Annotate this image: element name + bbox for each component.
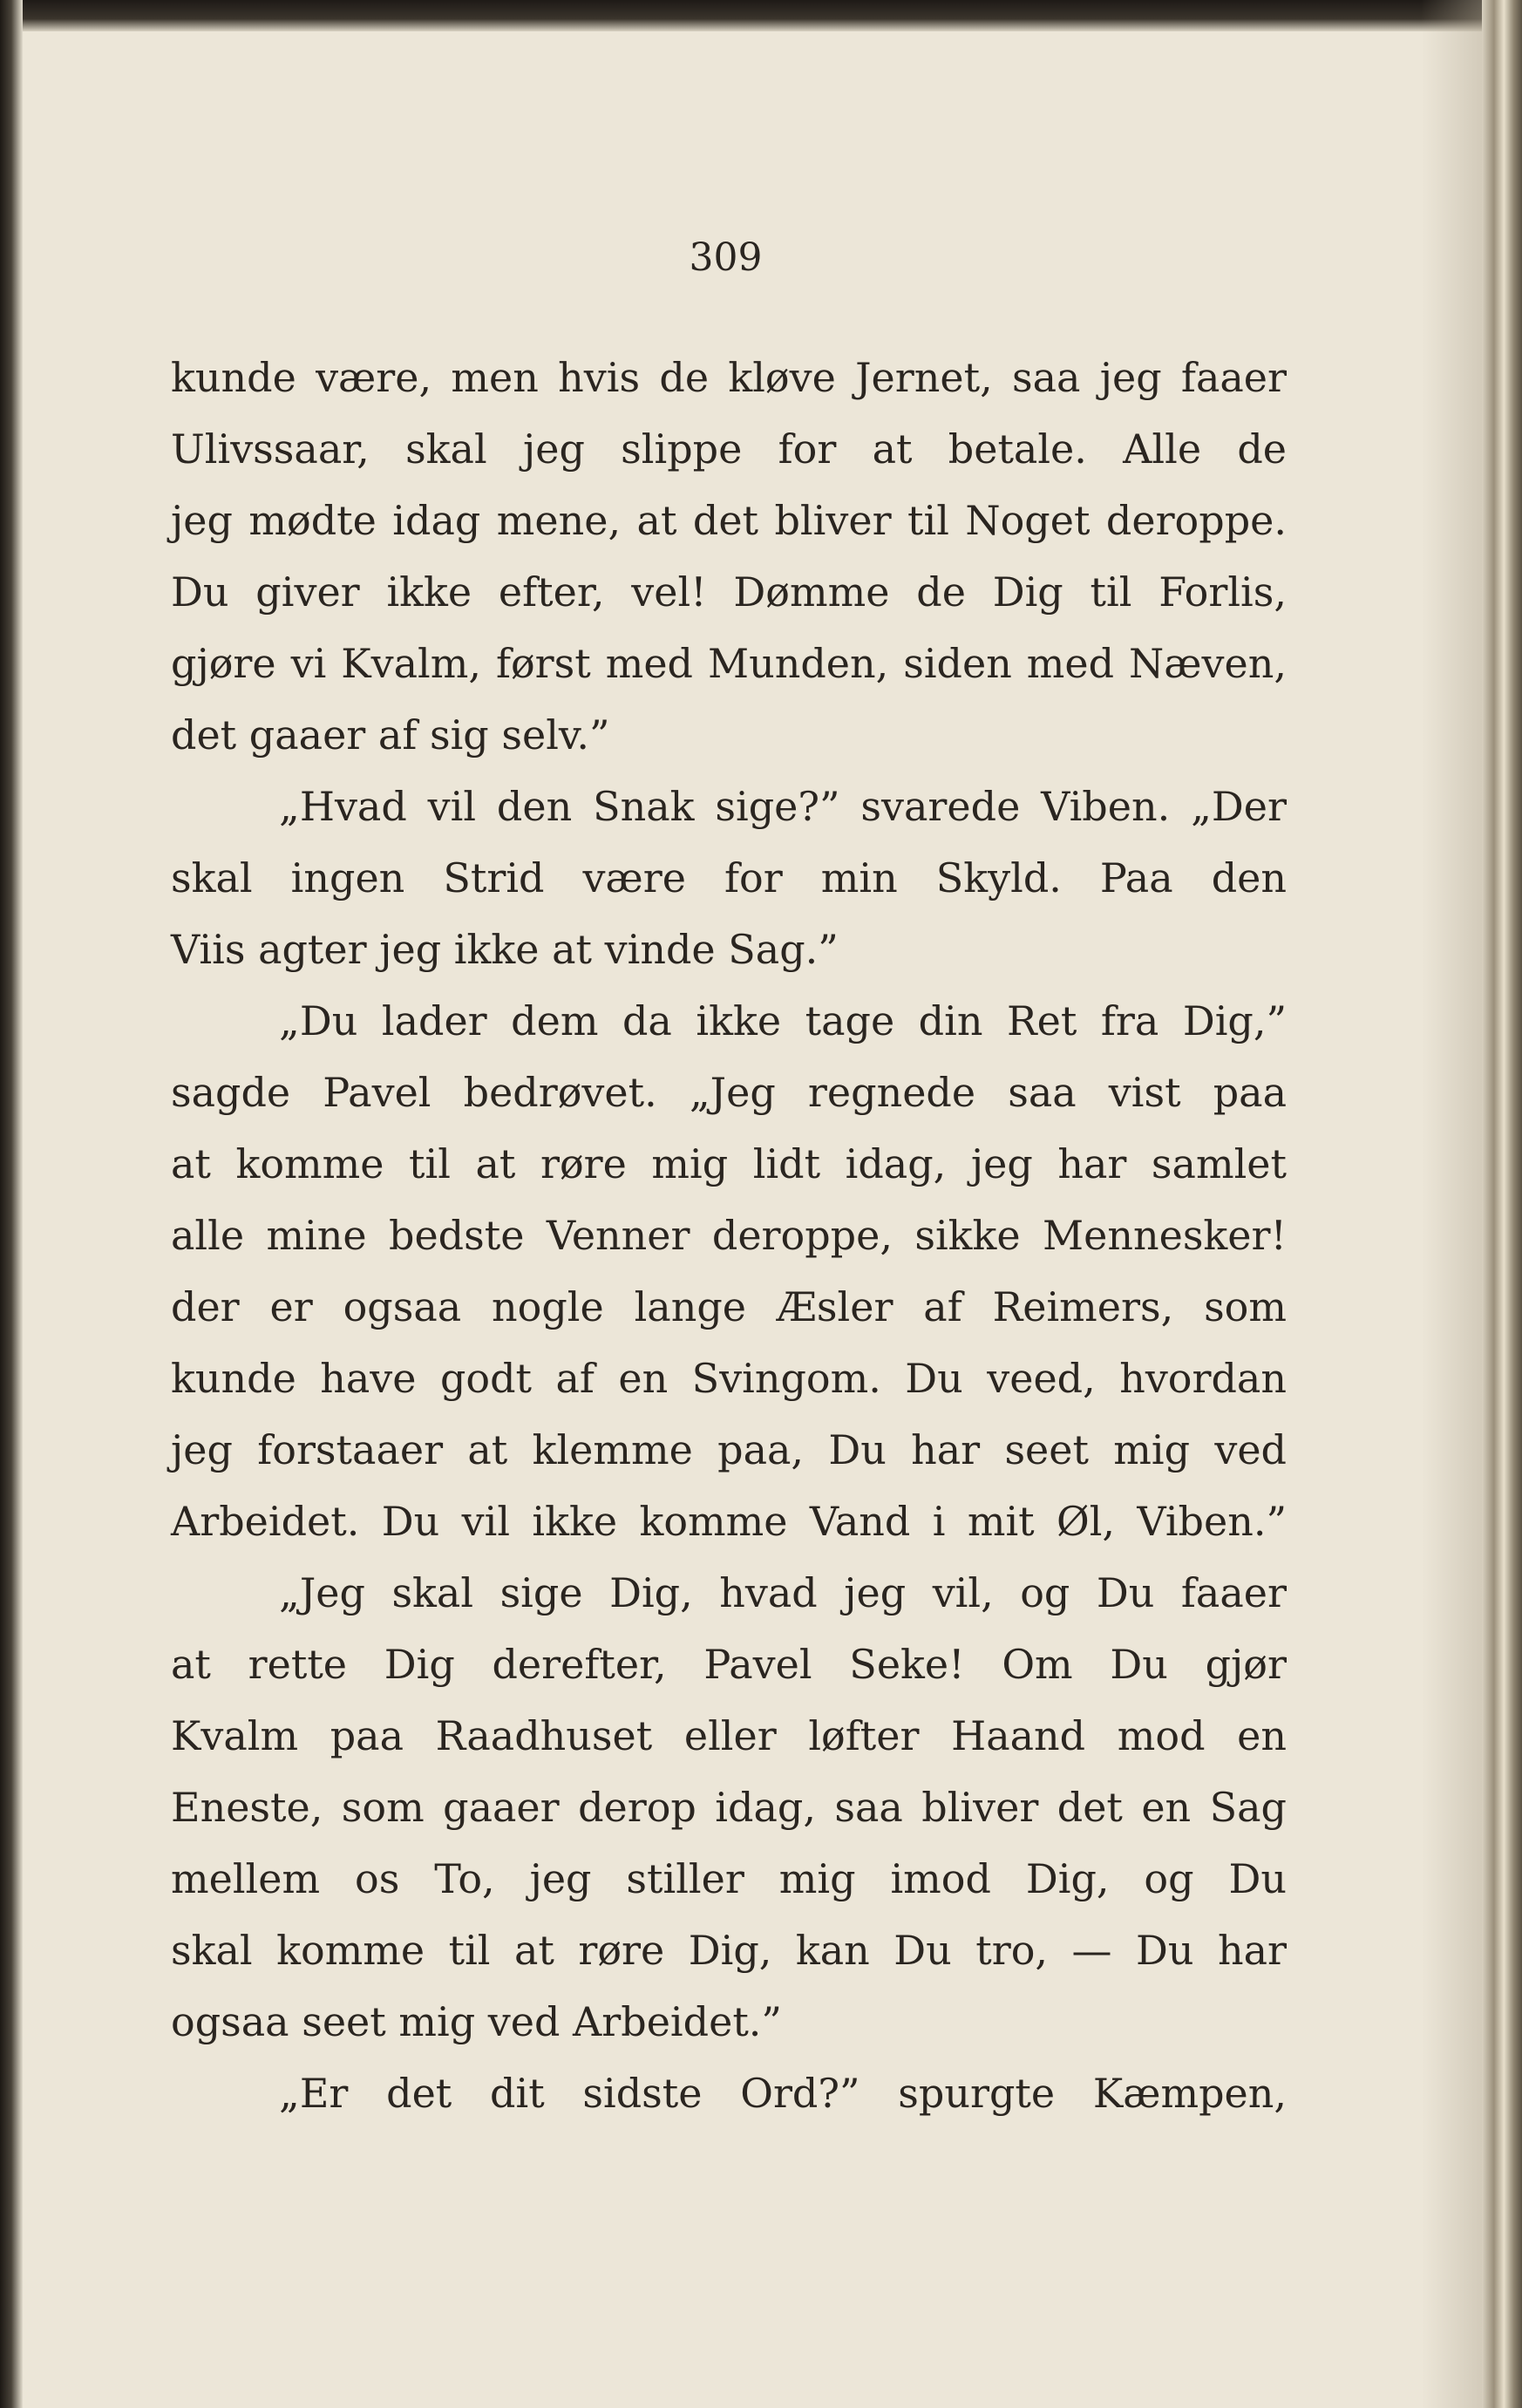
text-line: „Du lader dem da ikke tage din Ret fra Dig,” — [279, 997, 1287, 1044]
text-line: jeg mødte idag mene, at det bliver til Noget deroppe. — [171, 497, 1287, 544]
text-line: at komme til at røre mig lidt idag, jeg har samlet — [171, 1140, 1287, 1187]
text-line: ogsaa seet mig ved Arbeidet.” — [171, 1998, 782, 2045]
text-line: at rette Dig derefter, Pavel Seke! Om Du gjør — [171, 1641, 1287, 1688]
text-line: mellem os To, jeg stiller mig imod Dig, og Du — [171, 1855, 1287, 1902]
text-line: kunde have godt af en Svingom. Du veed, hvordan — [171, 1355, 1287, 1402]
text-line: det gaaer af sig selv.” — [171, 711, 610, 758]
text-line: Ulivssaar, skal jeg slippe for at betale. Alle de — [171, 425, 1287, 473]
text-line: kunde være, men hvis de kløve Jernet, saa jeg faaer — [171, 354, 1287, 401]
text-line: der er ogsaa nogle lange Æsler af Reimers, som — [171, 1283, 1287, 1330]
gutter-shadow — [1421, 0, 1482, 2408]
text-line: sagde Pavel bedrøvet. „Jeg regnede saa vist paa — [171, 1069, 1287, 1116]
text-line: Arbeidet. Du vil ikke komme Vand i mit Øl, Viben.” — [171, 1498, 1287, 1545]
text-line: „Er det dit sidste Ord?” spurgte Kæmpen, — [279, 2070, 1287, 2117]
book-spine-edge — [1482, 0, 1522, 2408]
text-line: Viis agter jeg ikke at vinde Sag.” — [171, 926, 839, 973]
text-line: alle mine bedste Venner deroppe, sikke Mennesker! — [171, 1212, 1287, 1259]
text-line: „Jeg skal sige Dig, hvad jeg vil, og Du faaer — [279, 1569, 1287, 1616]
page-number: 309 — [689, 235, 763, 280]
text-line: jeg forstaaer at klemme paa, Du har seet mig ved — [171, 1426, 1287, 1473]
text-line: Kvalm paa Raadhuset eller løfter Haand mod en — [171, 1712, 1287, 1759]
page-left-edge — [0, 0, 23, 2408]
page-top-edge — [0, 0, 1522, 31]
text-line: skal ingen Strid være for min Skyld. Paa den — [171, 854, 1287, 901]
text-line: Du giver ikke efter, vel! Dømme de Dig til Forlis, — [171, 568, 1287, 616]
body-text — [171, 342, 1287, 2129]
text-line: „Hvad vil den Snak sige?” svarede Viben. „Der — [279, 783, 1287, 830]
text-line: skal komme til at røre Dig, kan Du tro, — Du har — [171, 1927, 1287, 1974]
text-line: gjøre vi Kvalm, først med Munden, siden med Næven, — [171, 640, 1287, 687]
text-line: Eneste, som gaaer derop idag, saa bliver det en Sag — [171, 1784, 1287, 1831]
